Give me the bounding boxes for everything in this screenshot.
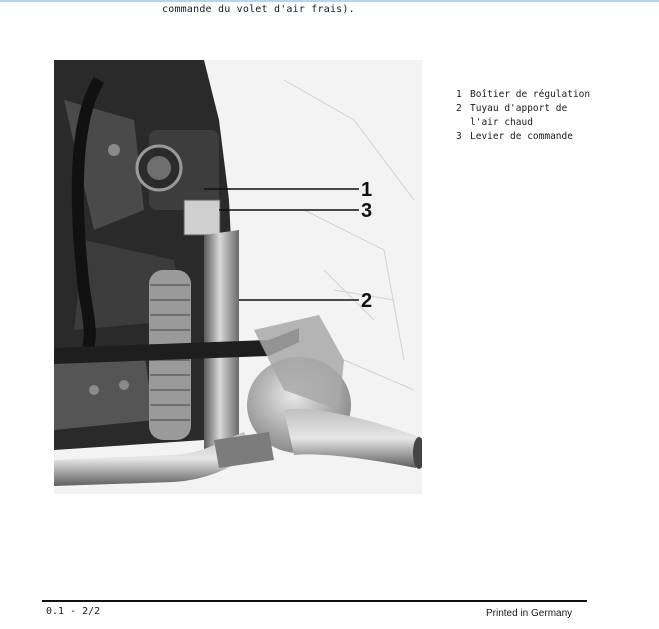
callout-3: 3 bbox=[361, 200, 373, 222]
callout-2: 2 bbox=[361, 290, 373, 312]
top-rule bbox=[0, 0, 659, 2]
legend-item-3 bbox=[456, 130, 600, 144]
legend-item-2 bbox=[456, 102, 600, 130]
engine-illustration bbox=[54, 60, 422, 494]
legend-text: Boîtier de régulation bbox=[470, 89, 591, 100]
footer-rule bbox=[42, 600, 587, 602]
legend-num: 2 bbox=[456, 103, 462, 114]
callout-1: 1 bbox=[361, 179, 373, 201]
header-text: commande du volet d'air frais). bbox=[162, 4, 355, 15]
legend-text: Levier de commande bbox=[470, 131, 573, 142]
legend bbox=[456, 88, 600, 144]
legend-text: Tuyau d'apport de l'air chaud bbox=[470, 103, 568, 128]
engine-figure bbox=[54, 60, 422, 494]
legend-item-1 bbox=[456, 88, 600, 102]
page-number: 0.1 - 2/2 bbox=[46, 606, 101, 617]
printed-note: Printed in Germany bbox=[486, 608, 573, 619]
legend-num: 3 bbox=[456, 131, 462, 142]
legend-num: 1 bbox=[456, 89, 462, 100]
